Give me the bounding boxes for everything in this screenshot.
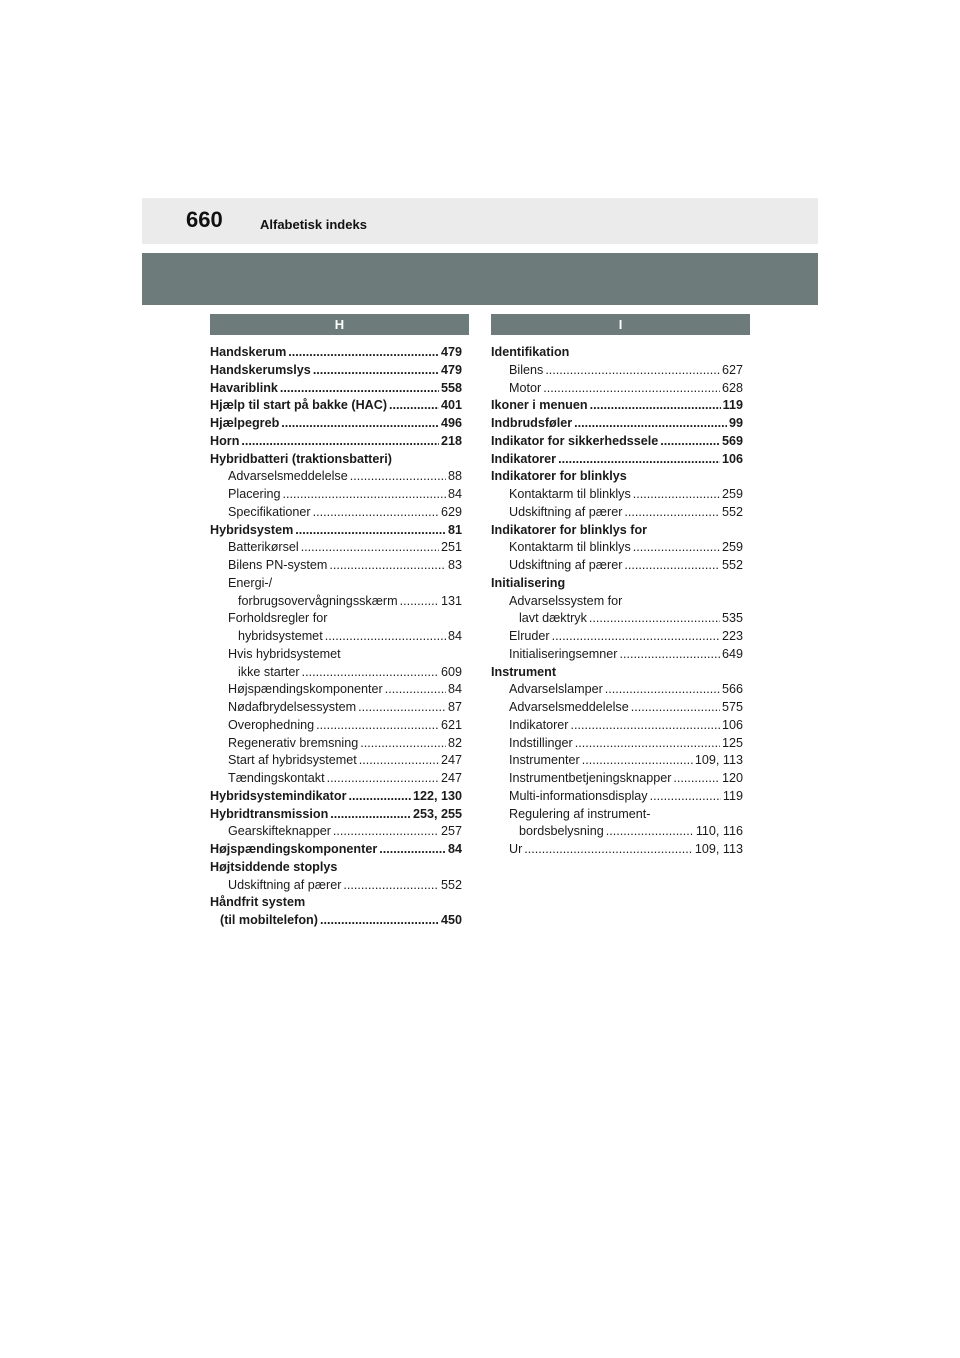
index-entry-page: 106 (721, 717, 743, 732)
dot-leader (283, 486, 446, 504)
index-entry-label: Udskiftning af pærer (509, 504, 623, 519)
index-column-h (210, 344, 462, 930)
index-entry (491, 823, 743, 841)
index-entry-label: Indstillinger (509, 735, 573, 750)
index-entry (210, 717, 462, 735)
index-entry (491, 486, 743, 504)
index-entry-label: Initialiseringsemner (509, 646, 618, 661)
index-entry-label: Identifikation (491, 345, 570, 359)
index-entry-page: 84 (447, 682, 462, 697)
index-entry-page: 575 (721, 700, 743, 714)
index-entry-label: Udskiftning af pærer (509, 558, 623, 572)
index-entry-page: 125 (721, 735, 743, 750)
dot-leader (574, 415, 727, 433)
index-entry-page: 535 (721, 611, 743, 626)
index-entry-page: 119 (722, 788, 743, 803)
index-entry (210, 610, 462, 628)
index-entry-label: Bilens PN-system (228, 558, 328, 572)
dot-leader (313, 504, 439, 522)
dot-leader (359, 752, 439, 770)
index-entry (210, 735, 462, 753)
index-entry-label: Hjælp til start på bakke (HAC) (210, 398, 388, 413)
index-entry-page: 218 (440, 433, 462, 448)
dot-leader (348, 788, 410, 806)
index-entry-label: Horn (210, 433, 240, 448)
index-entry (210, 468, 462, 486)
index-entry-label: (til mobiltelefon) (220, 913, 318, 927)
index-entry-page: 87 (447, 700, 462, 714)
index-entry (491, 610, 743, 628)
index-entry (210, 486, 462, 504)
dot-leader (633, 486, 720, 504)
index-entry-label: Højspændingskomponenter (228, 682, 383, 697)
index-entry (210, 451, 462, 469)
index-entry (210, 344, 462, 362)
index-entry (491, 344, 743, 362)
page-title: Alfabetisk indeks (260, 217, 367, 232)
index-entry-label: Højtsiddende stoplys (210, 859, 338, 874)
dot-leader (325, 628, 446, 646)
index-entry-page: 401 (440, 398, 462, 413)
index-entry (491, 628, 743, 646)
index-entry-page: 82 (447, 735, 462, 750)
index-entry (491, 681, 743, 699)
index-entry (210, 557, 462, 575)
dot-leader (543, 380, 720, 398)
dot-leader (295, 522, 446, 540)
index-entry-label: Ur (509, 842, 523, 856)
index-entry-page: 84 (447, 629, 462, 643)
index-entry-page: 479 (440, 345, 462, 359)
dot-leader (327, 770, 439, 788)
dot-leader (571, 717, 720, 735)
index-entry-page: 110, 116 (695, 824, 743, 839)
index-entry (491, 433, 743, 451)
index-entry-label: Indikator for sikkerhedssele (491, 433, 659, 448)
index-entry-page: 628 (721, 380, 743, 395)
index-entry (491, 841, 743, 859)
dot-leader (605, 681, 720, 699)
index-entry-label: Advarselsmeddelelse (509, 700, 629, 714)
dot-leader (590, 397, 721, 415)
dot-leader (301, 539, 439, 557)
index-entry-page: 81 (447, 522, 462, 537)
index-entry-label: Advarselssystem for (509, 593, 623, 608)
index-entry (491, 380, 743, 398)
index-entry (491, 504, 743, 522)
index-entry (210, 859, 462, 877)
index-entry-label: Kontaktarm til blinklys (509, 487, 631, 501)
dot-leader (343, 877, 439, 895)
index-entry-label: Placering (228, 487, 281, 501)
index-entry-label: Handskerum (210, 345, 287, 359)
index-entry (210, 806, 462, 824)
index-entry-label: Tændingskontakt (228, 771, 325, 785)
index-entry-label: Udskiftning af pærer (228, 877, 342, 892)
index-entry-label: Instrumenter (509, 753, 580, 768)
section-band (142, 253, 818, 305)
index-entry-page: 649 (721, 646, 743, 661)
index-entry (491, 664, 743, 682)
index-entry-label: Elruder (509, 629, 550, 643)
index-entry (210, 877, 462, 895)
index-entry-label: Hvis hybridsystemet (228, 646, 341, 661)
index-entry (491, 770, 743, 788)
index-entry (491, 806, 743, 824)
index-column-i (491, 344, 743, 859)
index-entry (210, 539, 462, 557)
index-entry (210, 664, 462, 682)
dot-leader (660, 433, 720, 451)
index-entry-page: 122, 130 (412, 788, 462, 803)
index-entry-label: Indikatorer for blinklys (491, 469, 627, 484)
index-entry (491, 451, 743, 469)
index-entry-label: Havariblink (210, 380, 278, 395)
section-header-h: H (210, 314, 469, 335)
index-entry (210, 504, 462, 522)
dot-leader (329, 557, 446, 575)
index-entry (491, 752, 743, 770)
index-entry (210, 522, 462, 540)
index-entry-label: Håndfrit system (210, 895, 306, 910)
index-entry (491, 717, 743, 735)
index-entry-label: Forholdsregler for (228, 611, 328, 626)
dot-leader (552, 628, 720, 646)
dot-leader (379, 841, 446, 859)
index-entry-label: Start af hybridsystemet (228, 753, 357, 768)
index-entry-label: forbrugsovervågningsskærm (238, 593, 398, 608)
index-entry-page: 479 (440, 362, 462, 377)
index-entry-page: 621 (440, 717, 462, 732)
index-entry-page: 552 (721, 504, 743, 519)
index-entry-label: Specifikationer (228, 504, 311, 519)
index-entry (210, 433, 462, 451)
index-entry-page: 629 (440, 504, 462, 519)
dot-leader (358, 699, 446, 717)
index-entry-label: Hybridsystem (210, 522, 294, 537)
dot-leader (589, 610, 720, 628)
index-entry-page: 131 (440, 593, 462, 608)
index-entry-label: Instrumentbetjeningsknapper (509, 771, 672, 785)
index-entry-page: 257 (440, 824, 462, 839)
index-entry-label: Initialisering (491, 575, 566, 590)
index-entry-page: 259 (721, 487, 743, 501)
index-entry-label: Advarselslamper (509, 682, 603, 697)
index-entry-label: Kontaktarm til blinklys (509, 540, 631, 555)
index-entry-label: hybridsystemet (238, 629, 323, 643)
dot-leader (281, 415, 439, 433)
index-entry-label: Motor (509, 380, 542, 395)
index-entry (491, 539, 743, 557)
index-entry-page: 109, 113 (694, 753, 743, 768)
dot-leader (606, 823, 694, 841)
index-entry (210, 841, 462, 859)
index-entry-label: Multi-informationsdisplay (509, 788, 648, 803)
index-entry (210, 912, 462, 930)
index-entry (491, 415, 743, 433)
dot-leader (624, 557, 720, 575)
dot-leader (350, 468, 446, 486)
index-entry-label: Indikatorer (509, 717, 569, 732)
dot-leader (631, 699, 720, 717)
index-entry-page: 88 (447, 469, 462, 484)
index-entry-page: 84 (447, 487, 462, 501)
dot-leader (302, 664, 439, 682)
index-entry-page: 247 (440, 753, 462, 768)
dot-leader (624, 504, 720, 522)
dot-leader (360, 735, 446, 753)
index-entry-page: 609 (440, 664, 462, 679)
index-entry (491, 788, 743, 806)
index-entry (210, 699, 462, 717)
index-entry-page: 119 (722, 398, 743, 413)
index-entry (210, 752, 462, 770)
index-entry-label: Batterikørsel (228, 540, 299, 555)
index-entry-label: Hybridbatteri (traktionsbatteri) (210, 451, 392, 466)
index-entry (210, 770, 462, 788)
dot-leader (333, 823, 439, 841)
index-entry-label: Indikatorer (491, 451, 557, 466)
dot-leader (558, 451, 720, 469)
index-entry (491, 557, 743, 575)
index-entry-label: Hybridtransmission (210, 806, 329, 821)
dot-leader (545, 362, 720, 380)
index-entry (491, 362, 743, 380)
index-entry-label: Instrument (491, 664, 557, 679)
index-entry-label: Ikoner i menuen (491, 398, 588, 413)
dot-leader (524, 841, 693, 859)
index-entry-page: 120 (721, 771, 743, 785)
index-entry (210, 380, 462, 398)
dot-leader (385, 681, 446, 699)
index-entry-label: Energi-/ (228, 575, 273, 590)
index-entry-label: Regulering af instrument- (509, 806, 651, 821)
dot-leader (320, 912, 439, 930)
index-entry (210, 788, 462, 806)
index-entry (491, 593, 743, 611)
index-entry-page: 566 (721, 682, 743, 697)
index-entry-page: 84 (447, 842, 462, 856)
index-entry (491, 468, 743, 486)
dot-leader (582, 752, 693, 770)
dot-leader (673, 770, 720, 788)
dot-leader (620, 646, 720, 664)
index-entry (491, 646, 743, 664)
dot-leader (280, 380, 439, 398)
index-entry-page: 558 (440, 380, 462, 395)
index-entry (210, 397, 462, 415)
index-entry-label: Advarselsmeddelelse (228, 469, 348, 484)
index-entry-page: 496 (440, 416, 462, 430)
header-bar (142, 198, 818, 244)
index-entry (491, 522, 743, 540)
dot-leader (633, 539, 720, 557)
index-entry-page: 223 (721, 629, 743, 643)
dot-leader (316, 717, 439, 735)
dot-leader (330, 806, 411, 824)
dot-leader (389, 397, 439, 415)
index-entry-label: Nødafbrydelsessystem (228, 700, 357, 714)
dot-leader (400, 593, 439, 611)
index-entry (491, 575, 743, 593)
index-entry-label: Overophedning (228, 717, 315, 732)
dot-leader (650, 788, 721, 806)
index-entry (491, 735, 743, 753)
index-entry-label: bordsbelysning (519, 824, 604, 839)
index-entry-label: Indbrudsføler (491, 416, 573, 430)
index-entry (210, 628, 462, 646)
index-entry (210, 415, 462, 433)
index-entry-page: 253, 255 (412, 806, 462, 821)
index-entry-label: Højspændingskomponenter (210, 842, 378, 856)
index-entry-page: 569 (721, 433, 743, 448)
index-entry-page: 552 (440, 877, 462, 892)
index-entry-page: 450 (440, 913, 462, 927)
dot-leader (241, 433, 439, 451)
index-entry-label: Hjælpegreb (210, 416, 280, 430)
index-entry-page: 109, 113 (694, 842, 743, 856)
page-number: 660 (186, 207, 223, 232)
index-entry (210, 593, 462, 611)
dot-leader (288, 344, 439, 362)
index-entry (210, 362, 462, 380)
index-entry (210, 646, 462, 664)
index-entry-label: lavt dæktryk (519, 611, 587, 626)
index-entry-page: 247 (440, 771, 462, 785)
dot-leader (313, 362, 439, 380)
index-entry (210, 681, 462, 699)
dot-leader (575, 735, 720, 753)
index-entry-page: 259 (721, 540, 743, 555)
index-entry-page: 627 (721, 362, 743, 377)
index-entry-label: Hybridsystemindikator (210, 788, 347, 803)
index-entry-label: Bilens (509, 362, 544, 377)
index-entry-label: Regenerativ bremsning (228, 735, 359, 750)
index-entry-page: 83 (447, 558, 462, 572)
index-entry (491, 699, 743, 717)
index-entry-label: ikke starter (238, 664, 300, 679)
index-entry-label: Indikatorer for blinklys for (491, 522, 648, 537)
index-entry-page: 106 (721, 451, 743, 466)
index-entry (210, 894, 462, 912)
index-entry-label: Handskerumslys (210, 362, 311, 377)
index-entry (210, 575, 462, 593)
index-entry (491, 397, 743, 415)
index-entry-label: Gearskifteknapper (228, 824, 331, 839)
index-entry-page: 552 (721, 558, 743, 572)
section-header-i: I (491, 314, 750, 335)
index-entry (210, 823, 462, 841)
index-entry-page: 99 (728, 416, 743, 430)
index-entry-page: 251 (440, 540, 462, 555)
